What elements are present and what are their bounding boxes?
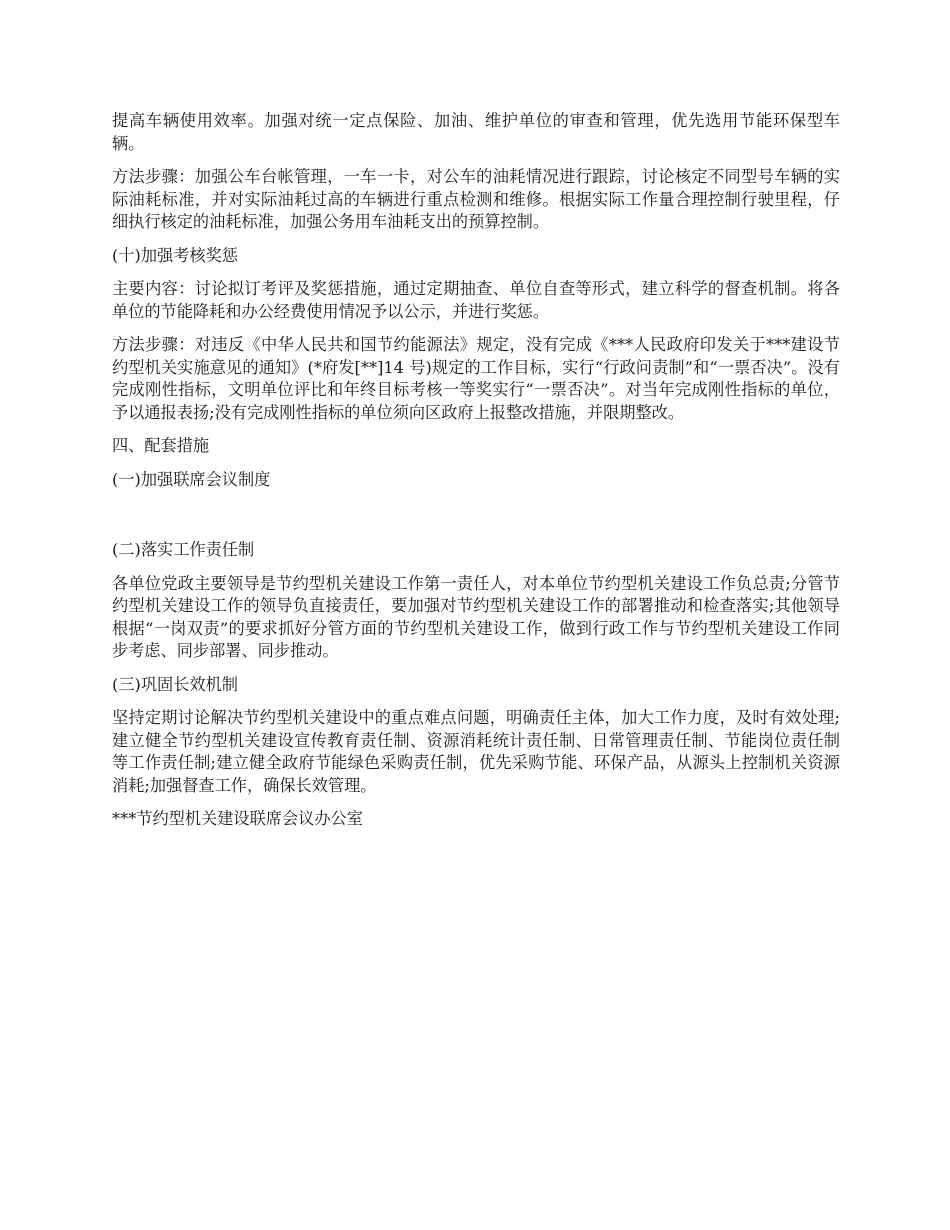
heading-joint-meeting: (一)加强联席会议制度 [112,469,271,489]
document-body [112,110,840,842]
paragraph-main-content: 主要内容：讨论拟订考评及奖惩措施，通过定期抽查、单位自查等形式，建立科学的督查机制。将各单位的节能降耗和办公经费使用情况予以公示，并进行奖惩。 [112,279,840,321]
paragraph-long-term: 坚持定期讨论解决节约型机关建设中的重点难点问题，明确责任主体，加大工作力度，及时有效处理;建立健全节约型机关建设宣传教育责任制、资源消耗统计责任制、日常管理责任制、节能岗位责任制等工作责任制;建立健全政府节能绿色采购责任制，优先采购节能、环保产品，从源头上控制机关资源消耗;加强督查工作，确保长效管理。 [112,708,840,795]
paragraph-method-accountability: 方法步骤：对违反《中华人民共和国节约能源法》规定，没有完成《***人民政府印发关于***建设节约型机关实施意见的通知》(*府发[**]14 号)规定的工作目标，实行“行政问责制”和“一票否决”。没有完成刚性指标，文明单位评比和年终目标考核一等奖实行“一票否决”。对当年完成刚性指标的单位，予以通报表扬;没有完成刚性指标的单位须向区政府上报整改措施，并限期整改。 [112,335,840,422]
paragraph-method-fuel: 方法步骤：加强公车台帐管理，一车一卡，对公车的油耗情况进行跟踪，讨论核定不同型号车辆的实际油耗标准，并对实际油耗过高的车辆进行重点检测和维修。根据实际工作量合理控制行驶里程，仔细执行核定的油耗标准，加强公务用车油耗支出的预算控制。 [112,167,840,231]
heading-responsibility-system: (二)落实工作责任制 [112,540,255,559]
heading-assessment-rewards: (十)加强考核奖惩 [112,245,238,265]
heading-long-term-mechanism: (三)巩固长效机制 [112,674,238,694]
paragraph-responsibility: 各单位党政主要领导是节约型机关建设工作第一责任人，对本单位节约型机关建设工作负总责;分管节约型机关建设工作的领导负直接责任，要加强对节约型机关建设工作的部署推动和检查落实;其他领导根据“一岗双责”的要求抓好分管方面的节约型机关建设工作，做到行政工作与节约型机关建设工作同步考虑、同步部署、同步推动。 [112,573,840,660]
paragraph-vehicle-efficiency: 提高车辆使用效率。加强对统一定点保险、加油、维护单位的审查和管理，优先选用节能环保型车辆。 [112,111,840,153]
heading-supporting-measures: 四、配套措施 [112,436,210,455]
signature-office: ***节约型机关建设联席会议办公室 [112,809,363,828]
blank-gap [112,502,840,539]
